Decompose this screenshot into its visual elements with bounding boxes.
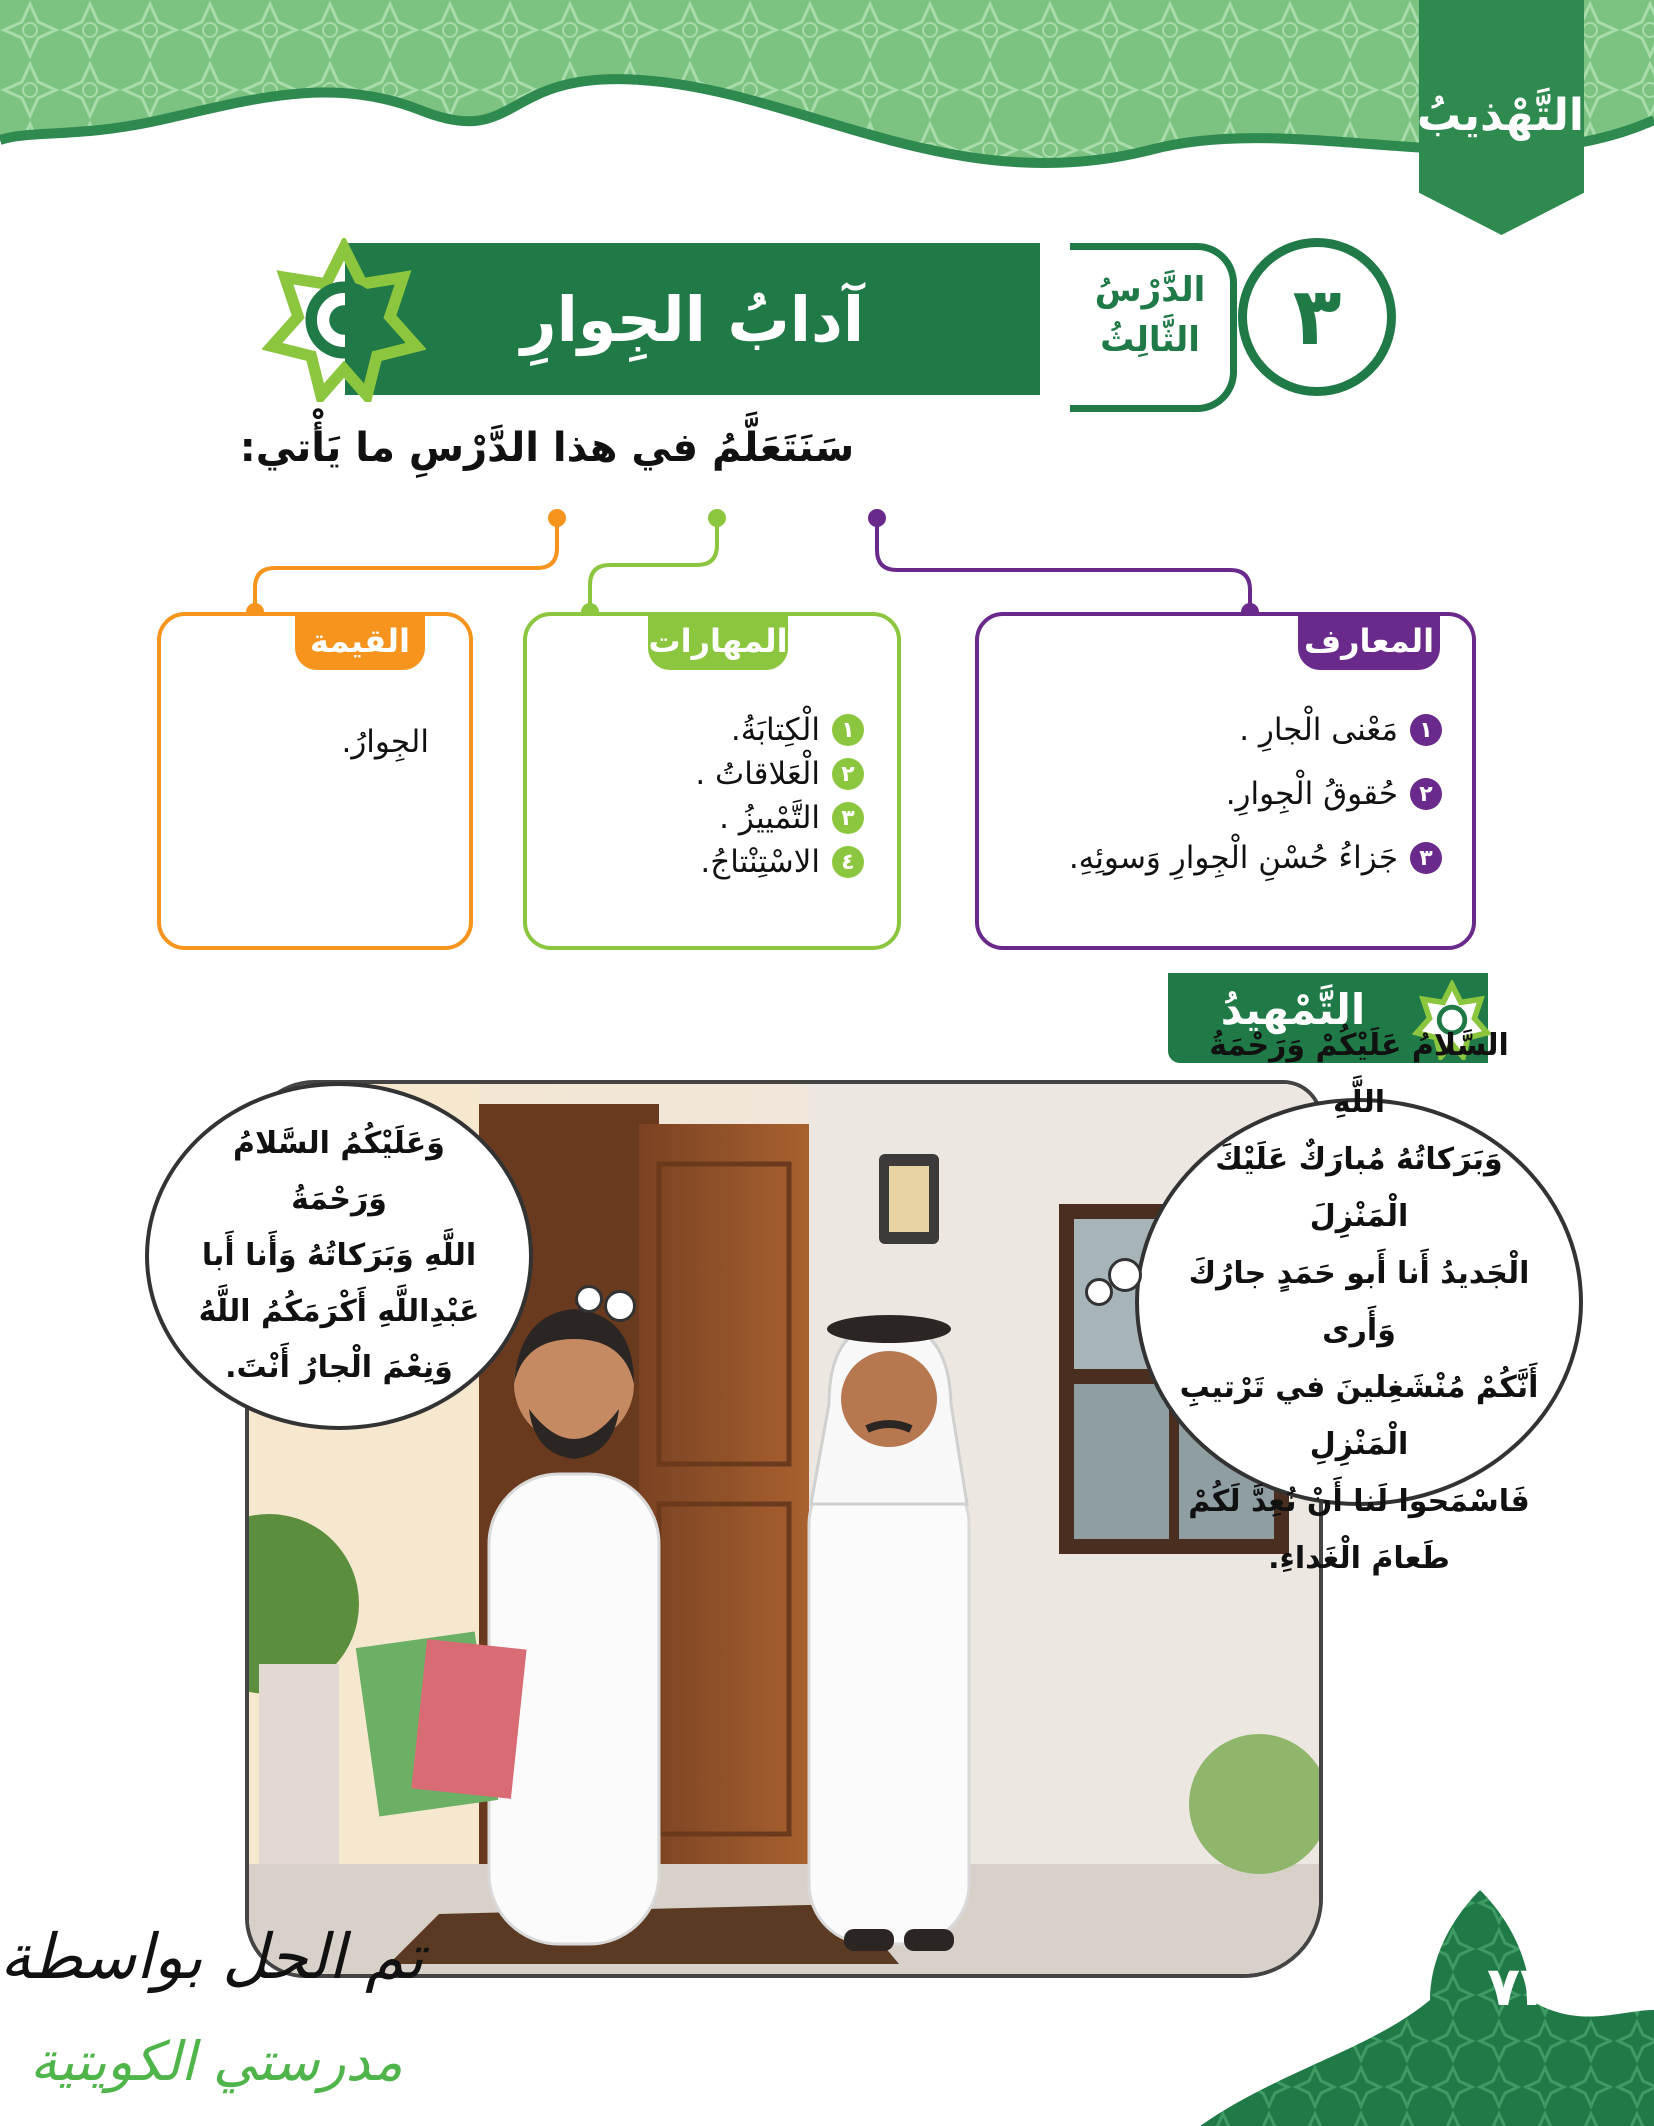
item-number: ١ bbox=[1410, 714, 1442, 746]
item-text: جَزاءُ حُسْنِ الْجِوارِ وَسوئِهِ. bbox=[1068, 840, 1398, 876]
lesson-number: ٣ bbox=[1292, 270, 1342, 363]
knowledge-label: المعارف bbox=[1298, 612, 1440, 670]
list-item bbox=[695, 844, 864, 880]
host-line: اللَّهِ وَبَرَكاتُهُ وَأَنا أَبا bbox=[201, 1238, 477, 1273]
list-item bbox=[695, 712, 864, 748]
skills-list bbox=[695, 712, 864, 888]
watermark-line-1: تم الحل بواسطة bbox=[0, 1920, 424, 1993]
item-text: الْكِتابَةُ. bbox=[730, 712, 820, 748]
thought-bubble bbox=[1108, 1258, 1142, 1292]
item-text: مَعْنى الْجارِ . bbox=[1239, 712, 1398, 748]
item-text: الْعَلاقاتُ . bbox=[695, 756, 820, 792]
visitor-line: طَعامَ الْغَداءِ. bbox=[1268, 1541, 1450, 1576]
item-number: ٢ bbox=[1410, 778, 1442, 810]
footer-dome-ornament bbox=[1200, 1880, 1654, 2126]
list-item bbox=[695, 756, 864, 792]
visitor-line: السَّلامُ عَلَيْكُمْ وَرَحْمَةُ اللَّهِ bbox=[1209, 1028, 1509, 1120]
visitor-line: أَنَّكُمْ مُنْشَغِلينَ في تَرْتيبِ الْمَنْزِلِ bbox=[1179, 1370, 1539, 1462]
host-line: وَنِعْمَ الْجارُ أَنْتَ. bbox=[225, 1350, 453, 1385]
watermark-line-2: مدرستي الكويتية bbox=[30, 2030, 403, 2093]
host-speech-cloud bbox=[145, 1082, 533, 1430]
item-number: ١ bbox=[832, 714, 864, 746]
objectives-intro-text: سَنَتَعَلَّمُ في هذا الدَّرْسِ ما يَأْتي: bbox=[239, 425, 855, 471]
subject-title: التَّهْذيبُ bbox=[1416, 90, 1584, 141]
visitor-line: فَاسْمَحوا لَنا أَنْ نُعِدَّ لَكُمْ bbox=[1188, 1484, 1530, 1519]
visitor-line: الْجَديدُ أَنا أَبو حَمَدٍ جارُكَ وَأَرى bbox=[1188, 1256, 1530, 1348]
skills-label: المهارات bbox=[648, 612, 788, 670]
host-line: وَعَلَيْكُمُ السَّلامُ وَرَحْمَةُ bbox=[233, 1126, 445, 1217]
list-item bbox=[695, 800, 864, 836]
thought-bubble bbox=[604, 1290, 636, 1322]
visitor-line: وَبَرَكاتُهُ مُبارَكٌ عَلَيْكَ الْمَنْزِلَ bbox=[1215, 1142, 1503, 1234]
item-number: ٤ bbox=[832, 846, 864, 878]
page-number: ٧٢ bbox=[1487, 1955, 1553, 2018]
item-number: ٢ bbox=[832, 758, 864, 790]
item-number: ٣ bbox=[1410, 842, 1442, 874]
lesson-title: آدابُ الجِوارِ bbox=[520, 282, 865, 356]
host-line: عَبْدِاللَّهِ أَكْرَمَكُمُ اللَّهُ bbox=[198, 1294, 480, 1329]
item-text: الاسْتِنْتاجُ. bbox=[700, 844, 820, 880]
visitor-speech-cloud bbox=[1135, 1028, 1583, 1576]
list-item bbox=[1069, 776, 1442, 812]
objective-connectors bbox=[0, 0, 1654, 640]
lesson-label-line-2: الثَّالِثُ bbox=[1100, 320, 1200, 360]
value-label: القيمة bbox=[295, 612, 425, 670]
host-speech-text bbox=[194, 1116, 484, 1396]
list-item bbox=[1069, 840, 1442, 876]
item-text: التَّمْييزُ . bbox=[719, 800, 820, 836]
list-item bbox=[1069, 712, 1442, 748]
item-number: ٣ bbox=[832, 802, 864, 834]
item-text: حُقوقُ الْجِوارِ. bbox=[1225, 776, 1398, 812]
value-text: الجِوارُ. bbox=[341, 724, 429, 760]
warmup-title: التَّمْهيدُ bbox=[1220, 985, 1366, 1034]
visitor-speech-text bbox=[1179, 1017, 1539, 1587]
knowledge-list bbox=[1069, 712, 1442, 904]
thought-bubble bbox=[575, 1285, 603, 1313]
lesson-label-line-1: الدَّرْسُ bbox=[1094, 270, 1206, 310]
